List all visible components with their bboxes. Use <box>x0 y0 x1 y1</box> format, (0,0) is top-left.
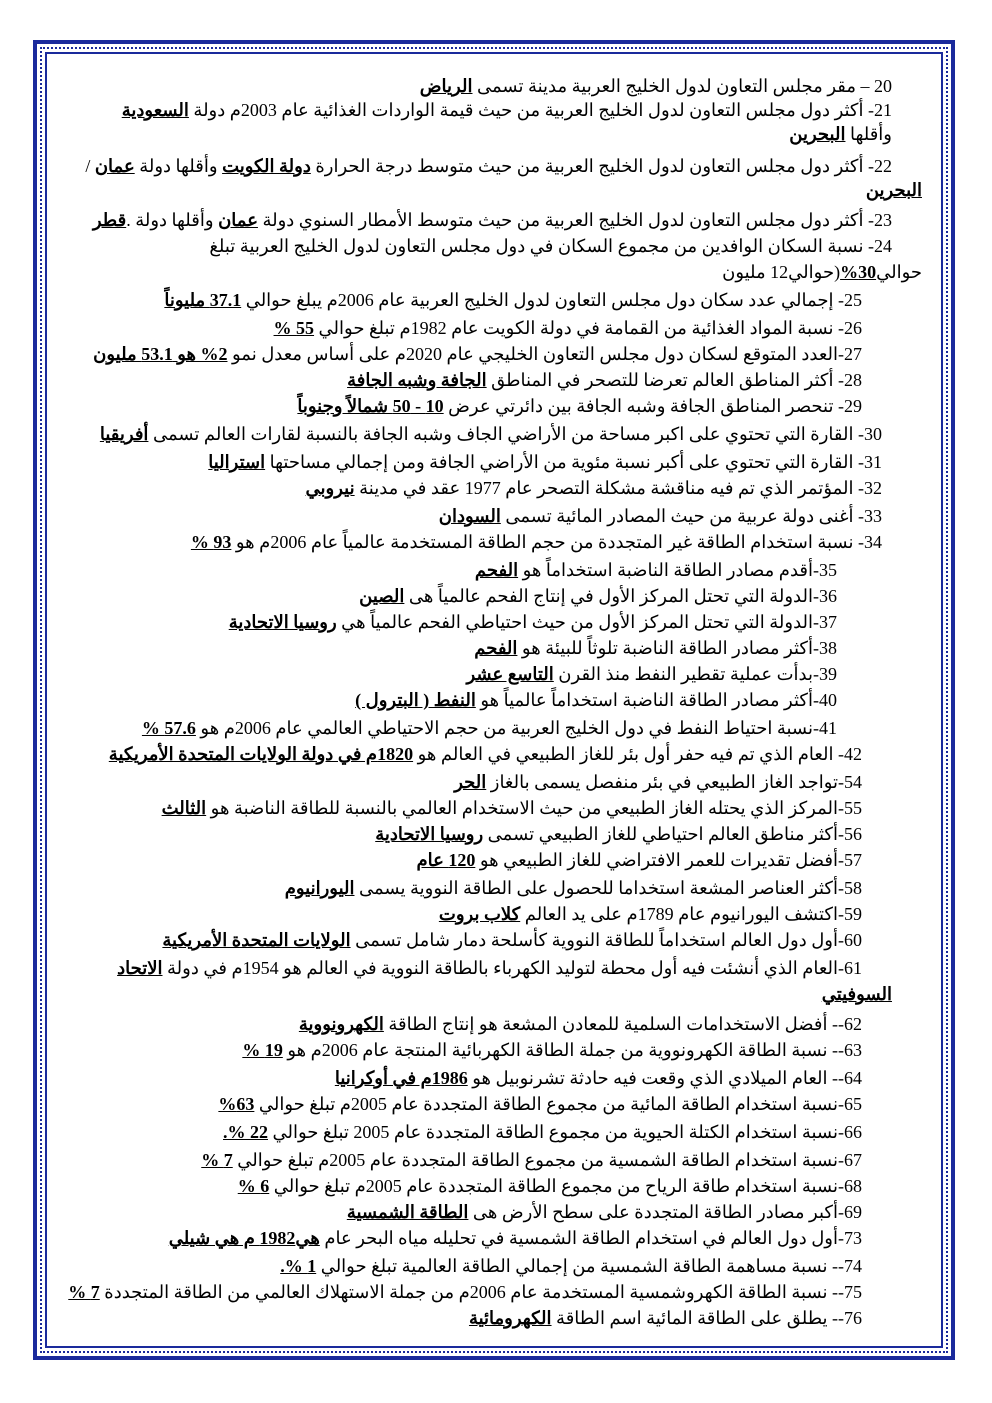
list-item: 22- أكثر دول مجلس التعاون لدول الخليج العربية من حيث متوسط درجة الحرارة دولة الكويت وأقلها دولة عمان / <box>85 156 892 176</box>
list-item: 35-أقدم مصادر الطاقة الناضبة استخداماً هو الفحم <box>474 560 837 580</box>
list-item: 56-أكثر مناطق العالم احتياطي للغاز الطبيعي تسمى روسيا الاتحادية <box>375 824 862 844</box>
list-item: 54-تواجد الغاز الطبيعي في بئر منفصل يسمى بالغاز الحر <box>454 772 862 792</box>
list-item: 33- أغنى دولة عربية من حيث المصادر المائية تسمى السودان <box>438 506 882 526</box>
list-item: 58-أكثر العناصر المشعة استخداما للحصول على الطاقة النووية يسمى اليورانيوم <box>284 878 862 898</box>
list-item: 68-نسبة استخدام طاقة الرياح من مجموع الطاقة المتجددة عام 2005م تبلغ حوالي 6 % <box>237 1176 862 1196</box>
list-item: 27-العدد المتوقع لسكان دول مجلس التعاون الخليجي عام 2020م على أساس معدل نمو 2% هو 53.1 مليون <box>93 344 862 364</box>
list-item: 55-المركز الذي يحتله الغاز الطبيعي من حيث الاستخدام العالمي بالنسبة للطاقة الناضبة هو الثالث <box>161 798 862 818</box>
list-item: 63-- نسبة الطاقة الكهرونووية من جملة الطاقة الكهربائية المنتجة عام 2006م هو 19 % <box>242 1040 862 1060</box>
list-item: 61-العام الذي أنشئت فيه أول محطة لتوليد الكهرباء بالطاقة النووية في العالم هو 1954م في دولة الاتحاد <box>117 958 862 978</box>
list-item: 21- أكثر دول مجلس التعاون لدول الخليج العربية من حيث قيمة الواردات الغذائية عام 2003م دولة السعودية <box>121 100 892 120</box>
list-item: 40-أكثر مصادر الطاقة الناضبة استخداماً عالمياً هو النفط ( البترول ) <box>355 690 837 710</box>
list-item: 75-- نسبة الطاقة الكهروشمسية المستخدمة عام 2006م من جملة الاستهلاك العالمي من الطاقة المتجددة 7 % <box>68 1282 862 1302</box>
list-item: 69-أكبر مصادر الطاقة المتجددة على سطح الأرض هى الطاقة الشمسية <box>346 1202 862 1222</box>
list-item: 41-نسبة احتياط النفط في دول الخليج العربية من حجم الاحتياطي العالمي عام 2006م هو 57.6 % <box>141 718 837 738</box>
list-item: 31- القارة التي تحتوي على أكبر نسبة مئوية من الأراضي الجافة ومن إجمالي مساحتها استراليا <box>208 452 882 472</box>
list-item: 57-أفضل تقديرات للعمر الافتراضي للغاز الطبيعي هو 120 عام <box>416 850 862 870</box>
list-item: 62-- أفضل الاستخدامات السلمية للمعادن المشعة هو إنتاج الطاقة الكهرونووية <box>298 1014 862 1034</box>
list-item: البحرين <box>865 180 922 200</box>
list-item: 32- المؤتمر الذي تم فيه مناقشة مشكلة التصحر عام 1977 عقد في مدينة نيروبي <box>305 478 882 498</box>
list-item: السوفيتي <box>821 984 892 1004</box>
list-item: 42- العام الذي تم فيه حفر أول بئر للغاز الطبيعي في العالم هو 1820م في دولة الولايات المتحدة الأمريكية <box>108 744 862 764</box>
list-item: 67-نسبة استخدام الطاقة الشمسية من مجموع الطاقة المتجددة عام 2005م تبلغ حوالي 7 % <box>201 1150 862 1170</box>
list-item: وأقلها البحرين <box>789 124 892 144</box>
list-item: 25- إجمالي عدد سكان دول مجلس التعاون لدول الخليج العربية عام 2006م يبلغ حوالي 37.1 مليوناً <box>164 290 862 310</box>
list-item: 38-أكثر مصادر الطاقة الناضبة تلوثاً للبيئة هو الفحم <box>474 638 837 658</box>
list-item: 24- نسبة السكان الوافدين من مجموع السكان في دول مجلس التعاون لدول الخليج العربية تبلغ <box>209 236 892 256</box>
list-item: 26- نسبة المواد الغذائية من القمامة في دولة الكويت عام 1982م تبلغ حوالي 55 % <box>273 318 862 338</box>
list-item: 74-- نسبة مساهمة الطاقة الشمسية من إجمالي الطاقة العالمية تبلغ حوالي 1 %. <box>280 1256 862 1276</box>
list-item: 76-- يطلق على الطاقة المائية اسم الطاقة الكهرومائية <box>468 1308 862 1328</box>
list-item: 30- القارة التي تحتوي على اكبر مساحة من الأراضي الجاف وشبه الجافة بالنسبة لقارات العالم تسمى أفريقيا <box>99 424 882 444</box>
list-item: 73-أول دول العالم في استخدام الطاقة الشمسية في تحليله مياه البحر عام هي1982 م هي شيلي <box>168 1228 862 1248</box>
list-item: 29- تنحصر المناطق الجافة وشبه الجافة بين دائرتي عرض 10 - 50 شمالاً وجنوباً <box>297 396 862 416</box>
list-item: 23- أكثر دول مجلس التعاون لدول الخليج العربية من حيث متوسط الأمطار السنوي دولة عمان وأقلها دولة .قطر <box>92 210 892 230</box>
list-item: حوالي30%(حوالي12 مليون <box>722 262 922 282</box>
question-list <box>70 66 922 1346</box>
list-item: 36-الدولة التي تحتل المركز الأول في إنتاج الفحم عالمياً هى الصين <box>359 586 837 606</box>
list-item: 20 – مقر مجلس التعاون لدول الخليج العربية مدينة تسمى الرياض <box>419 76 892 96</box>
list-item: 34- نسبة استخدام الطاقة غير المتجددة من حجم الطاقة المستخدمة عالمياً عام 2006م هو 93 % <box>190 532 882 552</box>
list-item: 28- أكثر المناطق العالم تعرضا للتصحر في المناطق الجافة وشبه الجافة <box>347 370 862 390</box>
list-item: 59-اكتشف اليورانيوم عام 1789م على يد العالم كلاب بروت <box>438 904 862 924</box>
list-item: 60-أول دول العالم استخداماً للطاقة النووية كأسلحة دمار شامل تسمى الولايات المتحدة الأمريكية <box>162 930 862 950</box>
list-item: 64-- العام الميلادي الذي وقعت فيه حادثة تشرنوبيل هو 1986م في أوكرانيا <box>334 1068 862 1088</box>
list-item: 66-نسبة استخدام الكتلة الحيوية من مجموع الطاقة المتجددة عام 2005 تبلغ حوالي 22 %. <box>223 1122 862 1142</box>
list-item: 39-بدأت عملية تقطير النفط منذ القرن التاسع عشر <box>466 664 837 684</box>
list-item: 37-الدولة التي تحتل المركز الأول من حيث احتياطي الفحم عالمياً هي روسيا الاتحادية <box>228 612 837 632</box>
list-item: 65-نسبة استخدام الطاقة المائية من مجموع الطاقة المتجددة عام 2005م تبلغ حوالي 63% <box>218 1094 862 1114</box>
